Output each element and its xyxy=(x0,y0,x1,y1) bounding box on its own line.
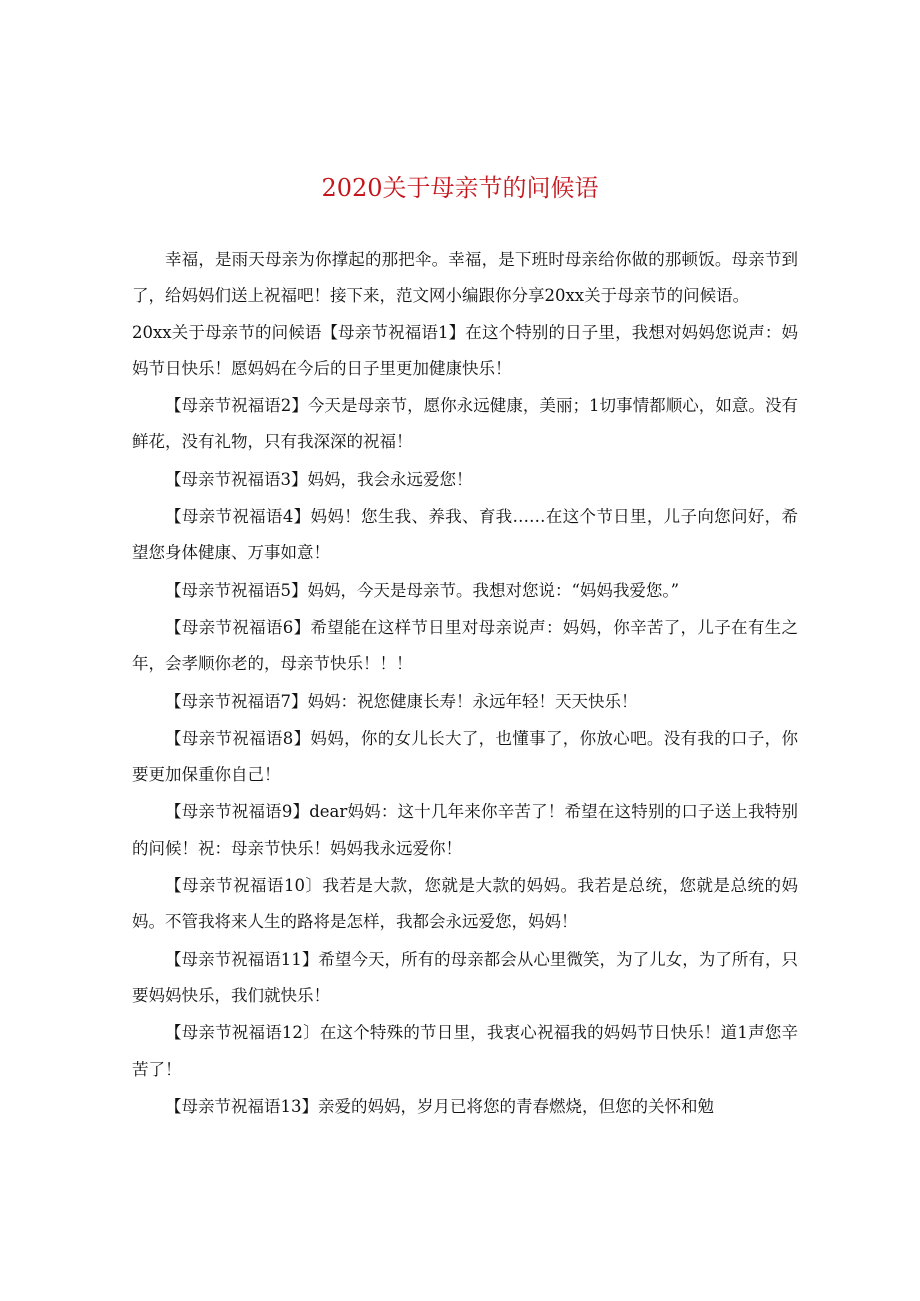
paragraph-greeting-8: 【母亲节祝福语8】妈妈，你的女儿长大了，也懂事了，你放心吧。没有我的口子，你要更加保重你自己！ xyxy=(132,728,798,785)
paragraph-greeting-5: 【母亲节祝福语5】妈妈，今天是母亲节。我想对您说：“妈妈我爱您。” xyxy=(165,580,680,600)
paragraph-greeting-12: 【母亲节祝福语12〕在这个特殊的节日里，我衷心祝福我的妈妈节日快乐！道1声您辛苦了！ xyxy=(132,1023,798,1079)
paragraph-greeting-11: 【母亲节祝福语11】希望今天，所有的母亲都会从心里微笑，为了儿女，为了所有，只要妈妈快乐，我们就快乐！ xyxy=(132,949,798,1005)
paragraph-greeting-13: 【母亲节祝福语13】亲爱的妈妈，岁月已将您的青春燃烧，但您的关怀和勉 xyxy=(165,1096,714,1116)
intro-paragraph: 幸福，是雨天母亲为你撑起的那把伞。幸福，是下班时母亲给你做的那顿饭。母亲节到了，给妈妈们送上祝福吧！接下来，范文网小编跟你分享20xx关于母亲节的问候语。 xyxy=(132,250,798,306)
paragraph-greeting-2: 【母亲节祝福语2】今天是母亲节，愿你永远健康，美丽；1切事情都顺心，如意。没有鲜花，没有礼物，只有我深深的祝福！ xyxy=(132,396,798,452)
paragraph-greeting-10: 【母亲节祝福语10〕我若是大款，您就是大款的妈妈。我若是总统，您就是总统的妈妈。不管我将来人生的路将是怎样，我都会永远爱您，妈妈！ xyxy=(132,876,798,932)
paragraph-greeting-6: 【母亲节祝福语6】希望能在这样节日里对母亲说声：妈妈，你辛苦了，儿子在有生之年，会孝顺你老的，母亲节快乐！！！ xyxy=(132,617,798,674)
document-title: 2020关于母亲节的问候语 xyxy=(321,174,599,202)
paragraph-greeting-4: 【母亲节祝福语4】妈妈！您生我、养我、育我……在这个节日里，儿子向您问好，希望您身体健康、万事如意！ xyxy=(132,507,798,563)
paragraph-greeting-9: 【母亲节祝福语9】dear妈妈：这十几年来你辛苦了！希望在这特别的口子送上我特别的问候！祝：母亲节快乐！妈妈我永远爱你！ xyxy=(132,802,798,858)
paragraph-greeting-1: 20xx关于母亲节的问候语【母亲节祝福语1】在这个特别的日子里，我想对妈妈您说声：妈妈节日快乐！愿妈妈在今后的日子里更加健康快乐！ xyxy=(132,322,798,378)
document-body xyxy=(132,242,798,1126)
paragraph-greeting-3: 【母亲节祝福语3】妈妈，我会永远爱您！ xyxy=(165,469,473,489)
paragraph-greeting-7: 【母亲节祝福语7】妈妈：祝您健康长寿！永远年轻！天天快乐！ xyxy=(165,691,638,711)
